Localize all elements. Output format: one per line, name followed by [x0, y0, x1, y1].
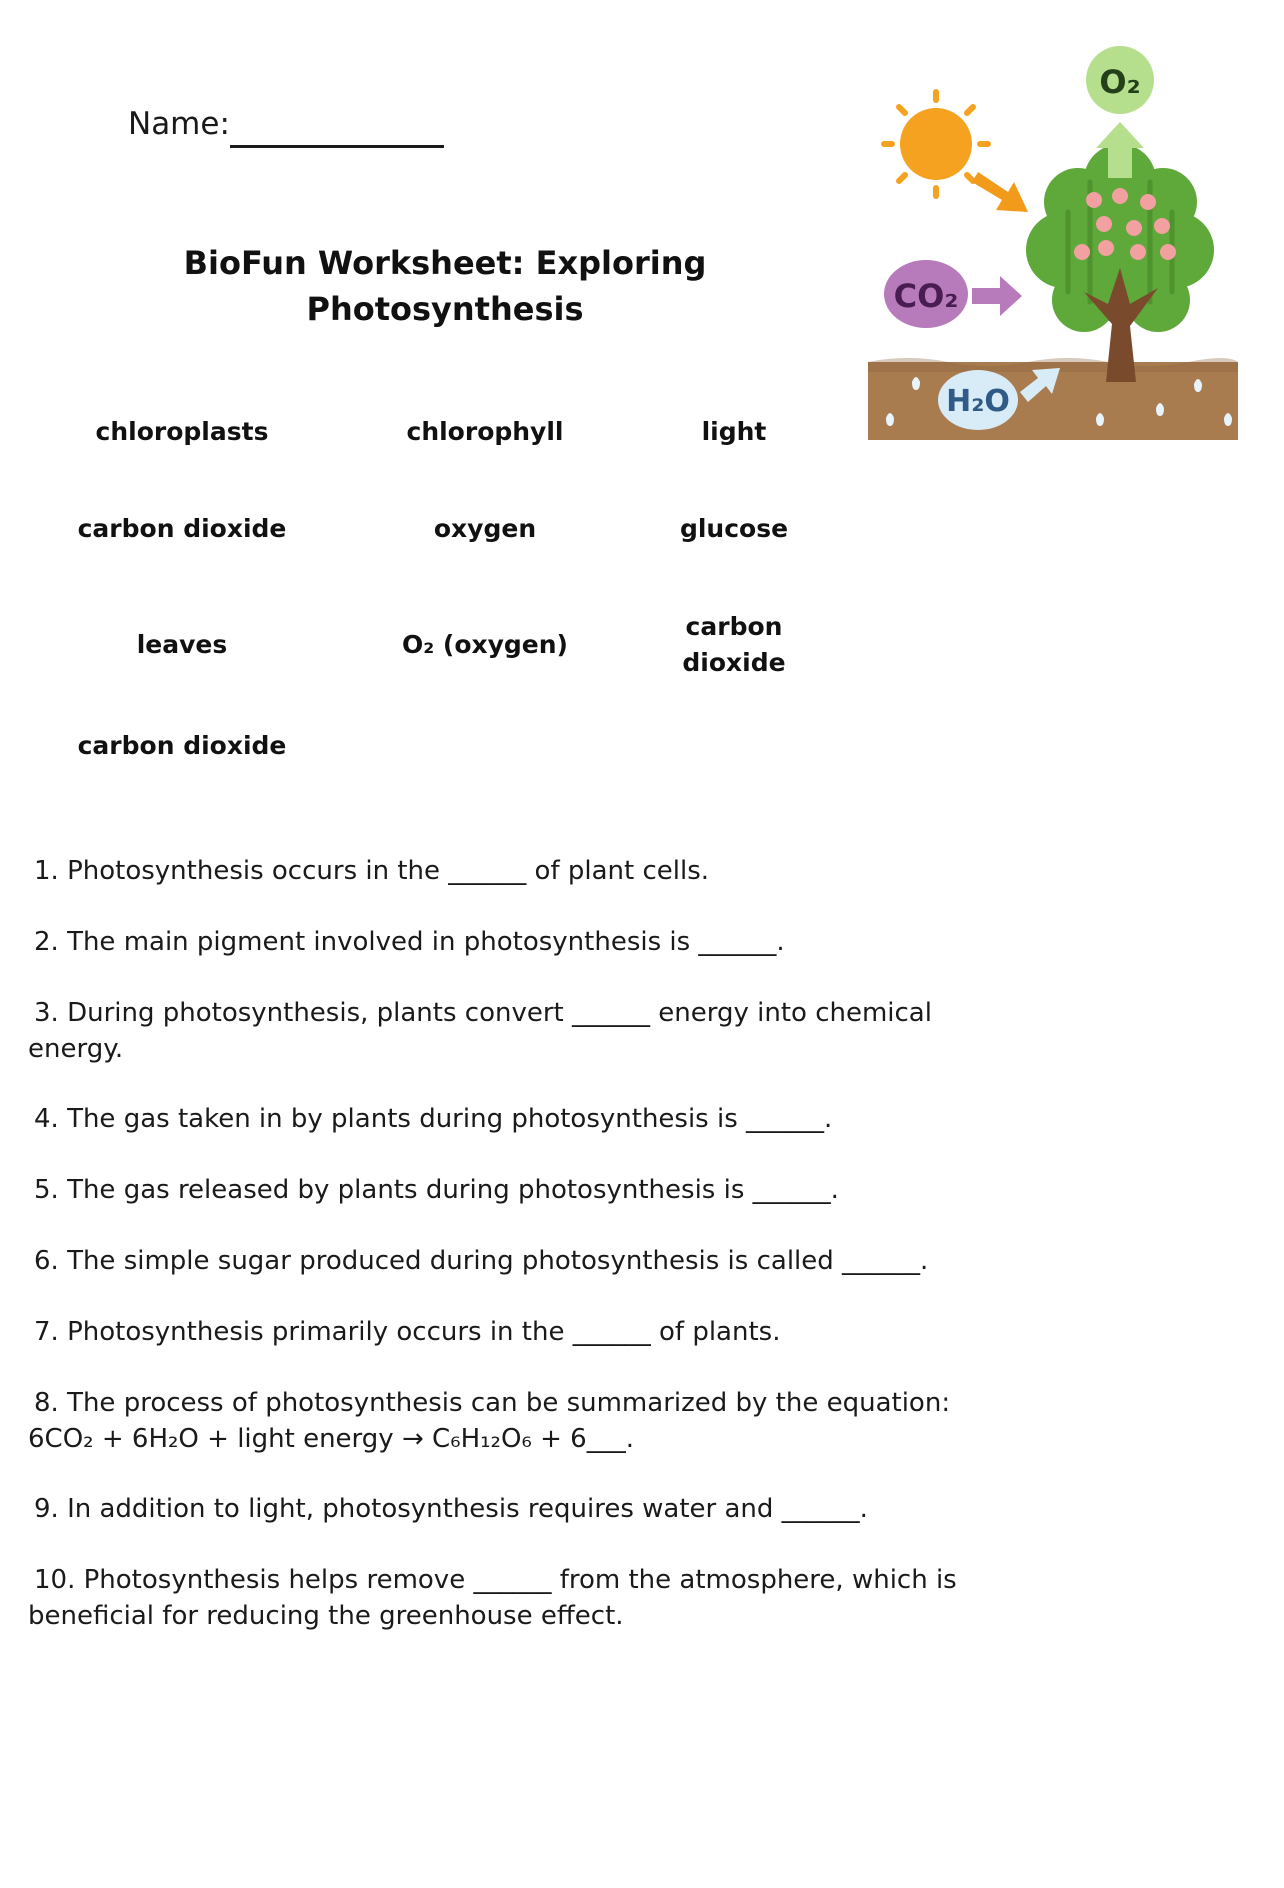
word-bank-item: leaves [136, 630, 228, 659]
o2-label: O₂ [1099, 63, 1141, 101]
name-label: Name: [128, 106, 230, 142]
photosynthesis-illustration [868, 42, 1248, 454]
question-text: 6. The simple sugar produced during photosynthesis is called ______. [34, 1246, 929, 1276]
sunlight-arrow-icon [972, 172, 1028, 212]
word-bank-item: carbon dioxide [77, 514, 287, 543]
carbon-dioxide-badge [884, 260, 1022, 328]
question-text-continued: beneficial for reducing the greenhouse effect. [28, 1601, 624, 1631]
word-bank-item: oxygen [433, 514, 537, 543]
word-bank-item: carbon dioxide [77, 731, 287, 760]
question-text-continued: energy. [28, 1034, 124, 1064]
sun-icon [884, 92, 988, 196]
word-bank-item: chlorophyll [406, 417, 564, 446]
question-7 [34, 1314, 994, 1350]
question-4 [34, 1101, 994, 1137]
question-text: 10. Photosynthesis helps remove ______ from the atmosphere, which is [34, 1565, 957, 1595]
question-6 [34, 1243, 994, 1279]
question-text: 9. In addition to light, photosynthesis requires water and ______. [34, 1494, 868, 1524]
word-bank-item: O₂ (oxygen) [401, 630, 568, 659]
question-text: 1. Photosynthesis occurs in the ______ of plant cells. [34, 856, 710, 886]
word-bank-item-line-2: dioxide [682, 648, 786, 677]
question-10 [28, 1562, 994, 1634]
question-8 [28, 1385, 994, 1457]
title-line-1: BioFun Worksheet: Exploring [183, 244, 707, 282]
co2-label: CO₂ [893, 277, 959, 315]
question-1 [34, 853, 994, 889]
tree-icon [1026, 144, 1214, 382]
question-5 [34, 1172, 994, 1208]
question-9 [34, 1491, 994, 1527]
question-text: 2. The main pigment involved in photosynthesis is ______. [34, 927, 785, 957]
question-text: 7. Photosynthesis primarily occurs in the ______ of plants. [34, 1317, 781, 1347]
h2o-label: H₂O [946, 384, 1010, 419]
title-line-2: Photosynthesis [306, 290, 584, 328]
question-equation: 6CO₂ + 6H₂O + light energy → C₆H₁₂O₆ + 6___. [28, 1424, 634, 1454]
word-bank-item [584, 609, 884, 681]
word-bank-item: chloroplasts [95, 417, 269, 446]
name-field[interactable] [230, 145, 444, 148]
worksheet-title [150, 240, 740, 332]
question-text: 5. The gas released by plants during photosynthesis is ______. [34, 1175, 839, 1205]
question-2 [34, 924, 994, 960]
question-text: 4. The gas taken in by plants during photosynthesis is ______. [34, 1104, 833, 1134]
question-text: 8. The process of photosynthesis can be summarized by the equation: [34, 1388, 951, 1418]
question-3 [28, 995, 994, 1067]
word-bank-item: light [701, 417, 767, 446]
word-bank-item-line-1: carbon [685, 612, 783, 641]
word-bank-item: glucose [679, 514, 789, 543]
question-text: 3. During photosynthesis, plants convert ______ energy into chemical [34, 998, 932, 1028]
